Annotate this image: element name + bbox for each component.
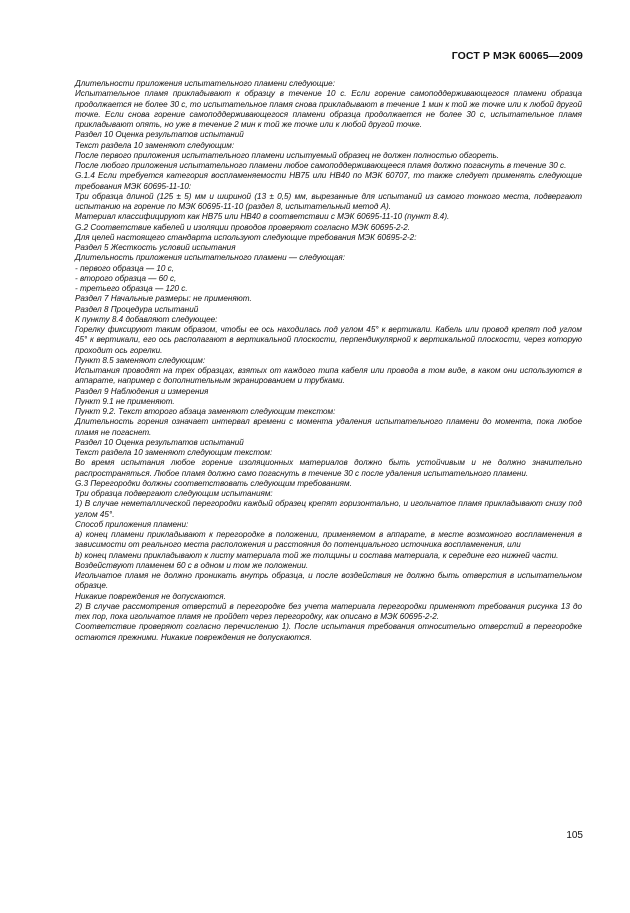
paragraph: Для целей настоящего стандарта используют следующие требования МЭК 60695-2-2: [75,232,417,242]
paragraph: Воздействуют пламенем 60 с в одном и том же положении. [75,560,309,570]
paragraph: Раздел 5 Жесткость условий испытания [75,243,236,252]
paragraph: b) конец пламени прикладывают к листу материала той же толщины и состава материала, к середине его нижней части. [75,550,559,560]
paragraph: Игольчатое пламя не должно проникать внутрь образца, и после воздействия не должно быть отверстия в испытательном образце. [75,571,582,591]
paragraph: Испытательное пламя прикладывают к образцу в течение 10 с. Если горение самоподдерживающегося пламени образца продолжается не более 30 с, то испытательное пламя снова прикладывают в течение 1 мин к той же точке или к любой другой точке. Если снова горение самоподдерживающегося пламени образца продолжается не более 30 с, испытательное пламя прикладывают опять, но уже в течение 2 мин к той же точке или к любой другой точке. [75,89,582,129]
paragraph: Раздел 9 Наблюдения и измерения [75,386,209,396]
paragraph: 2) В случае рассмотрения отверстий в перегородке без учета материала перегородки применяют требования рисунка 13 до тех пор, пока игольчатое пламя не пройдет через перегородку, как описано в МЭК 60695-2-2. [75,601,582,621]
paragraph: Длительность приложения испытательного пламени — следующая: [75,253,346,263]
paragraph: - третьего образца — 120 с. [75,284,188,293]
paragraph: После первого приложения испытательного пламени испытуемый образец не должен полностью обгореть. [75,150,500,160]
paragraph: - второго образца — 60 с, [75,273,177,283]
paragraph: Текст раздела 10 заменяют следующим текстом: [75,448,273,457]
paragraph: Пункт 9.2. Текст второго абзаца заменяют следующим текстом: [75,407,336,416]
paragraph: Пункт 9.1 не применяют. [75,396,175,406]
paragraph: Никакие повреждения не допускаются. [75,591,226,601]
paragraph: Соответствие проверяют согласно перечислению 1). После испытания требования относительно отверстий в перегородке остаются прежними. Никакие повреждения не допускаются. [75,622,582,642]
paragraph: После любого приложения испытательного пламени любое самоподдерживающееся пламя должно погаснуть в течение 30 с. [75,161,567,170]
page-number: 105 [566,830,583,841]
paragraph: Раздел 7 Начальные размеры: не применяют. [75,294,252,304]
paragraph: Испытания проводят на трех образцах, взятых от каждого типа кабеля или провода в том виде, в каком они используются в аппарате, например с дополнительным экранированием и трубками. [75,366,582,386]
paragraph: Текст раздела 10 заменяют следующим: [75,140,235,150]
document-code-header: ГОСТ Р МЭК 60065—2009 [451,50,583,62]
paragraph: Длительности приложения испытательного пламени следующие: [75,79,335,88]
paragraph: Три образца длиной (125 ± 5) мм и шириной (13 ± 0,5) мм, вырезанные для испытаний из самого тонкого места, подвергают испытанию на горение по МЭК 60695-11-10 (раздел 8, испытательный метод А). [75,191,582,211]
paragraph: а) конец пламени прикладывают к перегородке в положении, применяемом в аппарате, в месте возможного воспламенения в зависимости от реального места расположения и расстояния до потенциального источника воспламенения, или [75,530,582,550]
body-text [75,79,582,643]
paragraph: Раздел 10 Оценка результатов испытаний [75,130,244,140]
paragraph: Раздел 10 Оценка результатов испытаний [75,437,244,447]
paragraph: 1) В случае неметаллической перегородки каждый образец крепят горизонтально, и игольчатое пламя прикладывают снизу под углом 45°. [75,499,582,519]
paragraph: - первого образца — 10 с, [75,263,174,273]
paragraph: К пункту 8.4 добавляют следующее: [75,314,218,324]
paragraph: Во время испытания любое горение изоляционных материалов должно быть устойчивым и не должно значительно распространяться. Любое пламя должно само погаснуть в течение 30 с после удаления испытательного пламени. [75,458,582,478]
paragraph: G.2 Соответствие кабелей и изоляции проводов проверяют согласно МЭК 60695-2-2. [75,222,411,232]
paragraph: Пункт 8.5 заменяют следующим: [75,355,206,365]
paragraph: Горелку фиксируют таким образом, чтобы ее ось находилась под углом 45° к вертикали. Кабель или провод крепят под углом 45° к вертикали, его ось располагают в вертикальной плоскости, перпендикулярной к вертикальной плоскости, через которую проходит ось горелки. [75,325,582,355]
paragraph: Длительность горения означает интервал времени с момента удаления испытательного пламени до момента, пока любое пламя не погаснет. [75,417,582,437]
paragraph: Способ приложения пламени: [75,519,189,529]
paragraph: Три образца подвергают следующим испытаниям: [75,489,273,498]
paragraph: Раздел 8 Процедура испытаний [75,304,199,314]
paragraph: G.3 Перегородки должны соответствовать следующим требованиям. [75,478,352,488]
paragraph: G.1.4 Если требуется категория воспламеняемости НВ75 или НВ40 по МЭК 60707, то также следует применять следующие требования МЭК 60695-11-10: [75,171,582,191]
paragraph: Материал классифицируют как НВ75 или НВ40 в соответствии с МЭК 60695-11-10 (пункт 8.4). [75,212,450,222]
